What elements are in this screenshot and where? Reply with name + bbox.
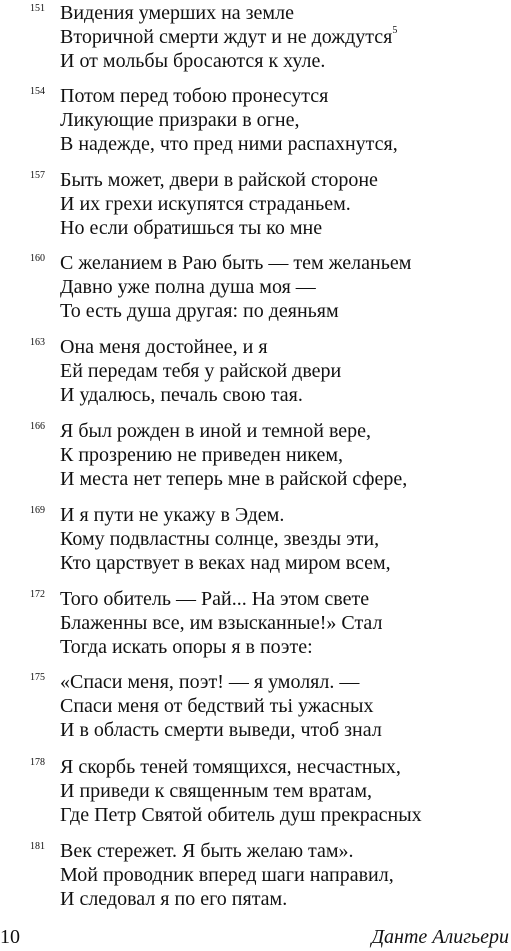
verse-line: Где Петр Святой обитель душ прекрасных	[60, 804, 422, 826]
verse-number: 166	[30, 421, 45, 432]
verse-line: И их грехи искупятся страданьем.	[60, 193, 351, 215]
verse-number: 178	[30, 757, 45, 768]
verse-line: Кто царствует в веках над миром всем,	[60, 552, 391, 574]
verse-number: 181	[30, 841, 45, 852]
verse-line: Быть может, двери в райской стороне	[60, 169, 378, 191]
verse-line: И следовал я по его пятам.	[60, 888, 288, 910]
verse-line: И удалюсь, печаль свою тая.	[60, 384, 303, 406]
verse-line: И в область смерти выведи, чтоб знал	[60, 719, 382, 741]
verse-line: И от мольбы бросаются к хуле.	[60, 50, 326, 72]
verse-line: «Спаси меня, поэт! — я умолял. —	[60, 671, 360, 693]
verse-number: 163	[30, 337, 45, 348]
page-number: 10	[0, 926, 20, 948]
verse-line: Мой проводник вперед шаги направил,	[60, 864, 394, 886]
verse-line: Блаженны все, им взысканные!» Стал	[60, 612, 383, 634]
verse-line-with-footnote	[60, 25, 397, 49]
verse-line: Спаси меня от бедствий тьі ужасных	[60, 695, 374, 717]
verse-line: В надежде, что пред ними распахнутся,	[60, 133, 398, 155]
verse-line: Ликующие призраки в огне,	[60, 109, 300, 131]
verse-line: Видения умерших на земле	[60, 2, 294, 24]
footnote-marker: 5	[392, 25, 398, 37]
verse-number: 154	[30, 86, 45, 97]
verse-line: Потом перед тобою пронесутся	[60, 85, 329, 107]
verse-number: 172	[30, 589, 45, 600]
verse-line: И приведи к священным тем вратам,	[60, 780, 373, 802]
verse-line: С желанием в Раю быть — тем желаньем	[60, 252, 412, 274]
verse-number: 160	[30, 253, 45, 264]
verse-number: 151	[30, 3, 45, 14]
verse-line: Того обитель — Рай... На этом свете	[60, 588, 370, 610]
verse-line: То есть душа другая: по деяньям	[60, 300, 339, 322]
verse-line: Но если обратишься ты ко мне	[60, 217, 323, 239]
verse-number: 169	[30, 505, 45, 516]
verse-line: Давно уже полна душа моя —	[60, 276, 316, 298]
verse-line: Кому подвластны солнце, звезды эти,	[60, 528, 380, 550]
verse-line: Ей передам тебя у райской двери	[60, 360, 342, 382]
verse-line: Я был рожден в иной и темной вере,	[60, 420, 372, 442]
verse-number: 175	[30, 672, 45, 683]
verse-line-text: Вторичной смерти ждут и не дождутся	[60, 26, 393, 48]
verse-number: 157	[30, 170, 45, 181]
verse-line: Она меня достойнее, и я	[60, 336, 268, 358]
verse-line: Я скорбь теней томящихся, несчастных,	[60, 756, 401, 778]
verse-line: Тогда искать опоры я в поэте:	[60, 636, 313, 658]
verse-line: Век стережет. Я быть желаю там».	[60, 840, 354, 862]
verse-line: К прозрению не приведен никем,	[60, 444, 344, 466]
verse-line: И я пути не укажу в Эдем.	[60, 504, 285, 526]
verse-line: И места нет теперь мне в райской сфере,	[60, 468, 408, 490]
running-footer-author: Данте Алигьери	[371, 926, 509, 948]
